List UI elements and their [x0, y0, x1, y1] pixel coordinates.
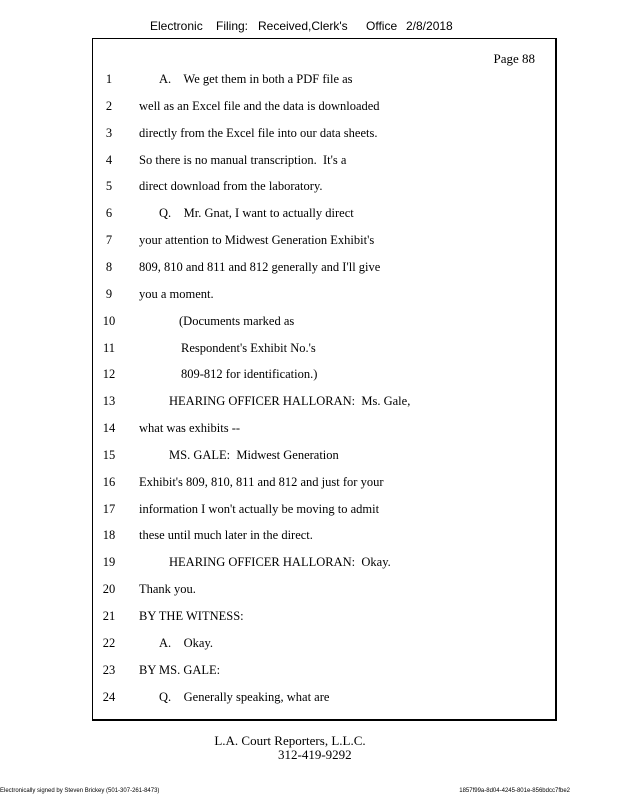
line-number: 14 — [102, 421, 116, 436]
line-text: HEARING OFFICER HALLORAN: Okay. — [169, 555, 391, 570]
transcript-page-frame — [92, 38, 557, 721]
line-text: you a moment. — [139, 286, 214, 301]
line-number: 11 — [102, 340, 116, 355]
line-text: Q. Mr. Gnat, I want to actually direct — [159, 206, 354, 221]
line-text: HEARING OFFICER HALLORAN: Ms. Gale, — [169, 394, 411, 409]
line-number: 24 — [102, 689, 116, 704]
line-number: 8 — [105, 259, 113, 274]
line-text: MS. GALE: Midwest Generation — [169, 447, 339, 462]
line-text: direct download from the laboratory. — [139, 179, 323, 194]
court-reporter-name: L.A. Court Reporters, L.L.C. — [214, 733, 366, 748]
line-number: 20 — [102, 582, 116, 597]
line-number: 15 — [102, 447, 116, 462]
line-text: A. We get them in both a PDF file as — [159, 72, 353, 86]
line-number: 7 — [105, 233, 113, 248]
court-reporter-phone: 312-419-9292 — [278, 747, 352, 762]
line-text: A. Okay. — [159, 635, 214, 650]
page-number: Page 88 — [493, 51, 535, 66]
line-text: your attention to Midwest Generation Exhibit's — [139, 233, 375, 248]
line-number: 16 — [102, 474, 116, 489]
line-number: 21 — [102, 609, 116, 623]
line-number: 19 — [102, 555, 116, 570]
line-text: well as an Excel file and the data is downloaded — [139, 98, 380, 113]
line-number: 6 — [105, 206, 113, 221]
line-text: what was exhibits -- — [139, 421, 241, 436]
header-word-date: 2/8/2018 — [406, 19, 453, 33]
header-word-filing: Filing: — [216, 19, 249, 33]
document-hash: 1857f99a-8d04-4245-801e-856bdcc7fbe2 — [459, 788, 570, 794]
header-word-received: Received,Clerk's — [258, 19, 348, 33]
line-number: 5 — [105, 179, 113, 194]
line-text: BY MS. GALE: — [139, 662, 221, 677]
line-text: BY THE WITNESS: — [139, 609, 244, 623]
line-number: 18 — [102, 528, 116, 543]
line-text: 809-812 for identification.) — [181, 367, 318, 382]
line-text: 809, 810 and 811 and 812 generally and I'll give — [139, 259, 381, 274]
line-number: 9 — [105, 286, 113, 301]
line-number: 10 — [102, 313, 116, 328]
line-number: 2 — [105, 98, 113, 113]
line-text: Respondent's Exhibit No.'s — [181, 340, 316, 355]
line-number: 3 — [105, 125, 113, 140]
line-number: 4 — [105, 152, 113, 167]
line-text: information I won't actually be moving to admit — [139, 501, 380, 516]
line-text: these until much later in the direct. — [139, 528, 313, 543]
line-number: 1 — [105, 72, 113, 86]
line-text: Exhibit's 809, 810, 811 and 812 and just for your — [139, 474, 384, 489]
header-word-electronic: Electronic — [150, 19, 203, 33]
line-text: (Documents marked as — [179, 313, 295, 328]
line-text: Q. Generally speaking, what are — [159, 689, 330, 704]
line-text: Thank you. — [139, 582, 196, 597]
line-text: So there is no manual transcription. It's a — [139, 152, 347, 167]
line-number: 23 — [102, 662, 116, 677]
line-text: directly from the Excel file into our data sheets. — [139, 125, 378, 140]
line-number: 17 — [102, 501, 116, 516]
header-word-office: Office — [366, 19, 398, 33]
line-number: 22 — [102, 635, 116, 650]
line-number: 12 — [102, 367, 116, 382]
electronic-signature: Electronically signed by Steven Brickey (501-307-261-8473) — [0, 788, 160, 794]
line-number: 13 — [102, 394, 116, 409]
